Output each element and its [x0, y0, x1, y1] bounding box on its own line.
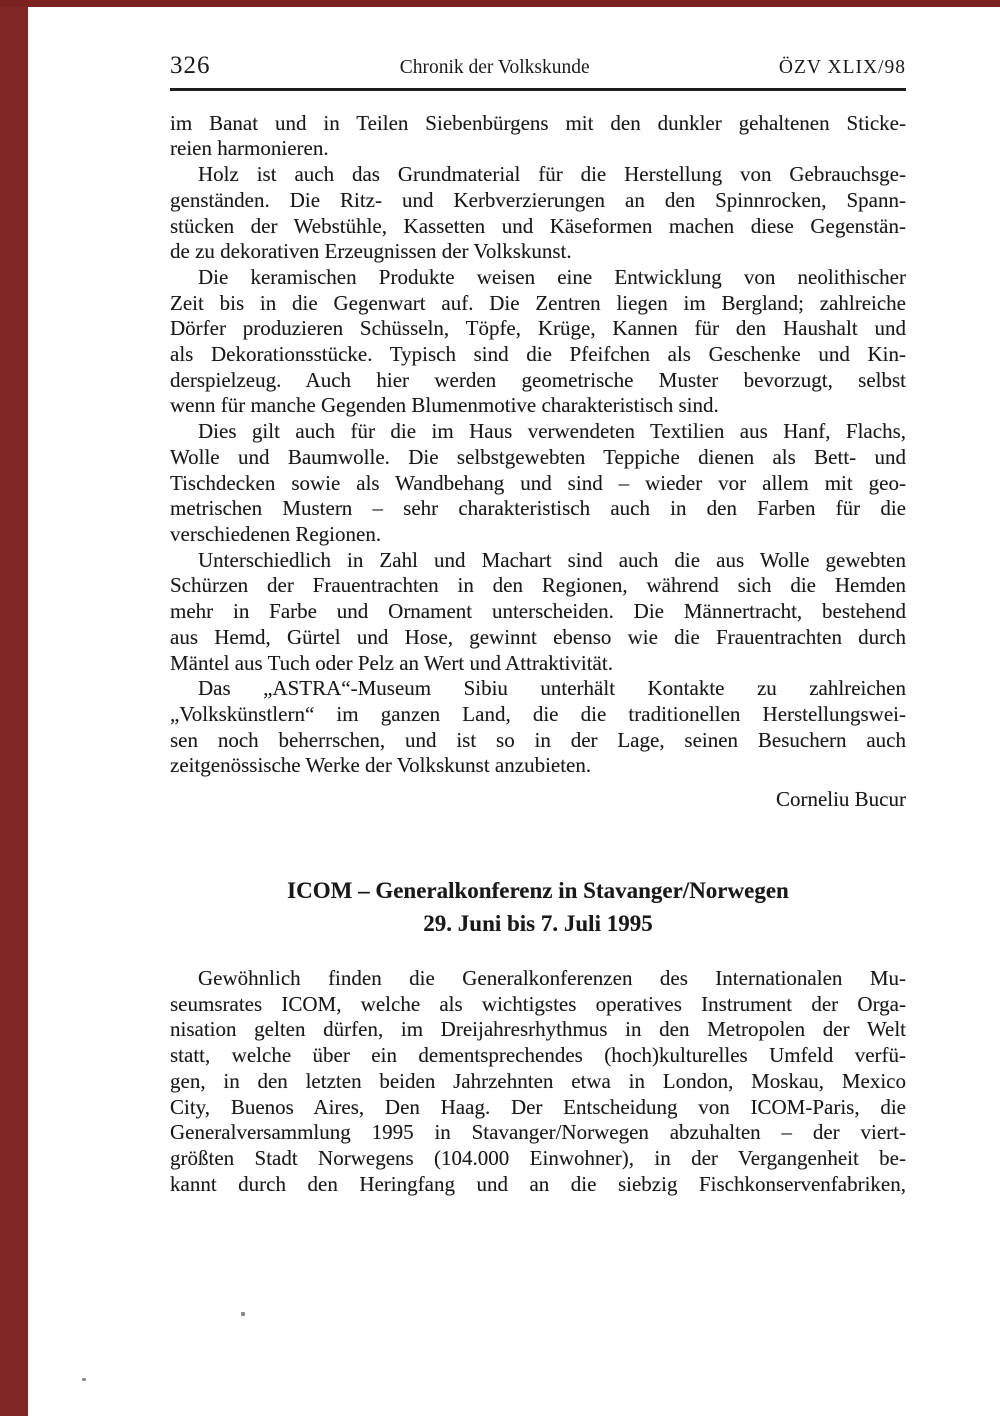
article-2-title-line1: ICOM – Generalkonferenz in Stavanger/Norwegen [287, 878, 789, 904]
paragraph [170, 162, 906, 265]
text-line: genständen. Die Ritz- und Kerbverzierungen an den Spinnrocken, Spann- [170, 187, 906, 212]
running-header [170, 0, 906, 81]
text-line: de zu dekorativen Erzeugnissen der Volkskunst. [170, 239, 572, 264]
text-line: seumsrates ICOM, welche als wichtigstes operatives Instrument der Orga- [170, 991, 906, 1016]
paragraph [170, 966, 906, 1197]
text-line: Generalversammlung 1995 in Stavanger/Norwegen abzuhalten – der viert- [170, 1120, 906, 1145]
author-signature: Corneliu Bucur [775, 787, 906, 812]
text-line: nisation gelten dürfen, im Dreijahresrhythmus in den Metropolen der Welt [170, 1017, 906, 1042]
text-line: als Dekorationsstücke. Typisch sind die Pfeifchen als Geschenke und Kin- [170, 342, 906, 367]
text-line: sen noch beherrschen, und ist so in der Lage, seinen Besuchern auch [170, 727, 906, 752]
text-line: Schürzen der Frauentrachten in den Regionen, während sich die Hemden [170, 573, 906, 598]
text-line: Gewöhnlich finden die Generalkonferenzen des Internationalen Mu- [198, 966, 906, 991]
text-line: Unterschiedlich in Zahl und Machart sind auch die aus Wolle gewebten [198, 547, 906, 572]
article-2-title-line2: 29. Juni bis 7. Juli 1995 [423, 911, 653, 937]
journal-reference: ÖZV XLIX/98 [778, 57, 906, 78]
text-line: Mäntel aus Tuch oder Pelz an Wert und Attraktivität. [170, 650, 613, 675]
running-title: Chronik der Volkskunde [399, 57, 590, 78]
text-line: statt, welche über ein dementsprechendes (hoch)kulturelles Umfeld verfü- [170, 1043, 906, 1068]
paragraph [170, 111, 906, 162]
text-line: kannt durch den Heringfang und an die siebzig Fischkonservenfabriken, [170, 1171, 906, 1196]
scan-speck [82, 1378, 86, 1381]
article-2-body [170, 966, 906, 1197]
page-content-column [170, 0, 906, 1197]
paragraph [170, 265, 906, 419]
text-line: stücken der Webstühle, Kassetten und Käseformen machen diese Gegenstän- [170, 213, 906, 238]
text-line: Zeit bis in die Gegenwart auf. Die Zentren liegen im Bergland; zahlreiche [170, 290, 906, 315]
text-line: wenn für manche Gegenden Blumenmotive charakteristisch sind. [170, 393, 719, 418]
text-line: mehr in Farbe und Ornament unterscheiden. Die Männertracht, bestehend [170, 599, 906, 624]
text-line: Wolle und Baumwolle. Die selbstgewebten Teppiche dienen als Bett- und [170, 444, 906, 469]
text-line: Die keramischen Produkte weisen eine Entwicklung von neolithischer [198, 264, 906, 289]
text-line: reien harmonieren. [170, 136, 329, 161]
text-line: Tischdecken sowie als Wandbehang und sind – wieder vor allem mit geo- [170, 470, 906, 495]
book-binding-stripe-left [0, 0, 28, 1416]
paragraph [170, 548, 906, 677]
text-line: metrischen Mustern – sehr charakteristisch auch in den Farben für die [170, 496, 906, 521]
article-2-title [170, 874, 906, 940]
text-line: verschiedenen Regionen. [170, 522, 382, 546]
scan-speck [241, 1312, 245, 1316]
text-line: aus Hemd, Gürtel und Hose, gewinnt ebenso wie die Frauentrachten durch [170, 624, 906, 649]
text-line: Dörfer produzieren Schüsseln, Töpfe, Krüge, Kannen für den Haushalt und [170, 316, 906, 341]
text-line: im Banat und in Teilen Siebenbürgens mit den dunkler gehaltenen Sticke- [170, 110, 906, 135]
article-1-body [170, 111, 906, 779]
text-line: derspielzeug. Auch hier werden geometrische Muster bevorzugt, selbst [170, 367, 906, 392]
paragraph [170, 419, 906, 548]
text-line: Holz ist auch das Grundmaterial für die Herstellung von Gebrauchsge- [198, 162, 906, 187]
text-line: Das „ASTRA“-Museum Sibiu unterhält Kontakte zu zahlreichen [198, 676, 906, 701]
text-line: gen, in den letzten beiden Jahrzehnten etwa in London, Moskau, Mexico [170, 1068, 906, 1093]
text-line: größten Stadt Norwegens (104.000 Einwohner), in der Vergangenheit be- [170, 1145, 906, 1170]
text-line: Dies gilt auch für die im Haus verwendeten Textilien aus Hanf, Flachs, [198, 419, 906, 444]
page-number: 326 [170, 52, 211, 79]
paragraph [170, 676, 906, 779]
header-rule [170, 88, 906, 91]
text-line: „Volkskünstlern“ im ganzen Land, die die traditionellen Herstellungswei- [170, 701, 906, 726]
text-line: City, Buenos Aires, Den Haag. Der Entscheidung von ICOM-Paris, die [170, 1094, 906, 1119]
text-line: zeitgenössische Werke der Volkskunst anzubieten. [170, 753, 592, 778]
